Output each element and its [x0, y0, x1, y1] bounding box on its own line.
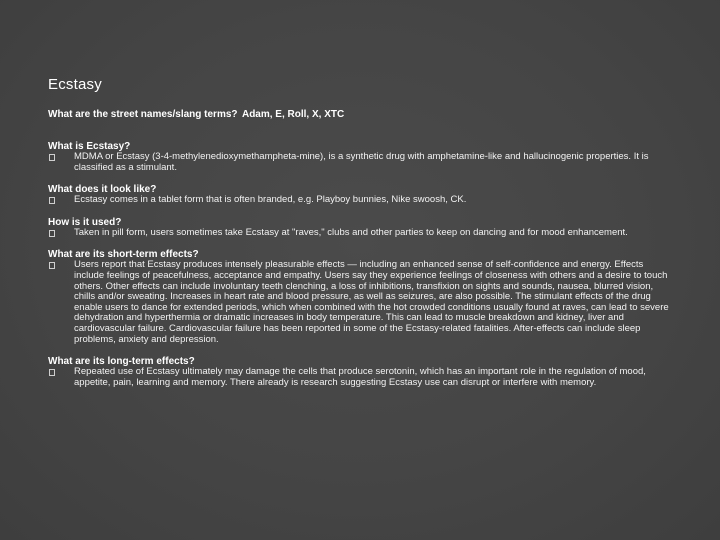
qa-section-what-is — [48, 141, 688, 173]
slide-content — [48, 104, 688, 399]
answer-text: Users report that Ecstasy produces intensely pleasurable effects — including an enhanced sense of self-confidence and energy. Effects include feelings of peacefulness, acceptance and empathy. Users say they experience feelings of closeness with others and a desire to touch others. Other effects can include involuntary teeth clenching, a loss of inhibitions, transfixion on sights and sounds, nausea, blurred vision, chills and/or sweating. Increases in heart rate and blood pressure, as well as seizures, are also possible. The stimulant effects of the drug enable users to dance for extended periods, which when combined with the hot crowded conditions usually found at raves, can lead to severe dehydration and hyperthermia or dramatic increases in body temperature. This can lead to muscle breakdown and kidney, liver and cardiovascular failure. Cardiovascular failure has been reported in some of the Ecstasy-related fatalities. After-effects can include sleep problems, anxiety and depression. — [74, 259, 669, 345]
question-heading: What are its short-term effects? — [48, 249, 199, 261]
street-names-question: What are the street names/slang terms? — [48, 109, 238, 120]
bullet-icon — [49, 369, 55, 376]
answer-bullet — [48, 228, 688, 239]
bullet-icon — [49, 154, 55, 161]
answer-text: MDMA or Ecstasy (3-4-methylenedioxymethampheta-mine), is a synthetic drug with amphetamine-like and hallucinogenic properties. It is classified as a stimulant. — [74, 151, 649, 173]
street-names-answer: Adam, E, Roll, X, XTC — [241, 109, 345, 120]
answer-bullet — [48, 195, 688, 206]
qa-section-short-term — [48, 249, 688, 345]
question-heading: What does it look like? — [48, 184, 157, 196]
question-heading: What is Ecstasy? — [48, 141, 131, 152]
question-heading: What are its long-term effects? — [48, 356, 195, 368]
street-names-line — [48, 104, 688, 122]
qa-section-look-like — [48, 184, 688, 206]
bullet-icon — [49, 262, 55, 269]
answer-text: Repeated use of Ecstasy ultimately may damage the cells that produce serotonin, which has an important role in the regulation of mood, appetite, pain, learning and memory. There already is research suggesting Ecstasy use can disrupt or interfere with memory. — [74, 366, 646, 388]
answer-text: Ecstasy comes in a tablet form that is often branded, e.g. Playboy bunnies, Nike swoosh, CK. — [74, 194, 467, 206]
answer-bullet — [48, 367, 688, 388]
slide-title: Ecstasy — [48, 76, 102, 93]
answer-bullet — [48, 152, 688, 173]
bullet-icon — [49, 230, 55, 237]
question-heading: How is it used? — [48, 216, 122, 228]
answer-bullet — [48, 260, 688, 345]
qa-section-how-used — [48, 217, 688, 239]
bullet-icon — [49, 197, 55, 204]
answer-text: Taken in pill form, users sometimes take Ecstasy at "raves," clubs and other parties to keep on dancing and for mood enhancement. — [74, 226, 628, 238]
qa-section-long-term — [48, 356, 688, 388]
